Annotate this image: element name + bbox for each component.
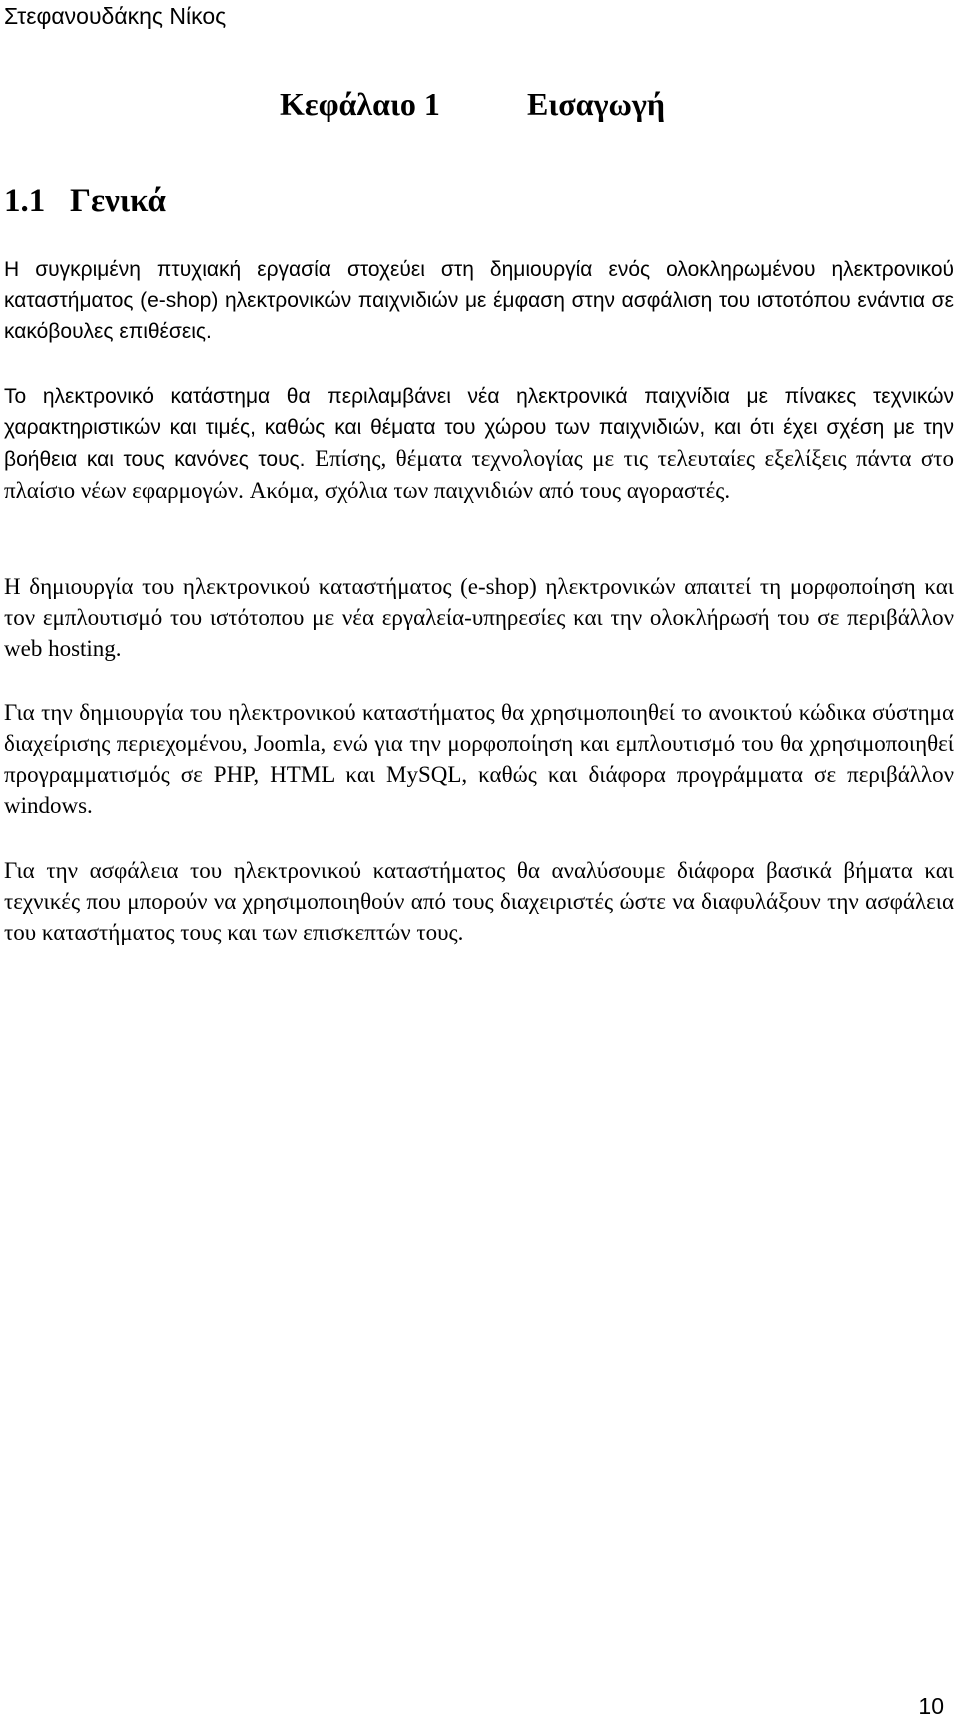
paragraph-store-contents-part3: Ακόμα, σχόλια των παιχνιδιών από τους αγοραστές. [249,478,731,503]
paragraph-store-contents-part2: Επίσης, θέματα τεχνολογίας με τις τελευταίες εξελίξεις πάντα στο πλαίσιο νέων εφαρμογών. [4,446,954,503]
chapter-heading [280,84,665,124]
paragraph-security: Για την ασφάλεια του ηλεκτρονικού καταστήματος θα αναλύσουμε διάφορα βασικά βήματα και τεχνικές που μπορούν να χρησιμοποιηθούν από τους διαχειριστές ώστε να διαφυλάξουν την ασφάλεια του καταστήματος τους και των επισκεπτών τους. [4,858,954,945]
chapter-title: Εισαγωγή [527,86,666,122]
paragraph-technologies: Για την δημιουργία του ηλεκτρονικού καταστήματος θα χρησιμοποιηθεί το ανοικτού κώδικα σύστημα διαχείρισης περιεχομένου, Joomla, ενώ για την μορφοποίηση και εμπλουτισμό του θα χρησιμοποιηθεί προγραμματισμός σε PHP, HTML και MySQL, καθώς και διάφορα προγράμματα σε περιβάλλον windows. [4,700,954,818]
paragraph-store-contents-part1: Το ηλεκτρονικό κατάστημα θα περιλαμβάνει νέα ηλεκτρονικά παιχνίδια με πίνακες τεχνικών χαρακτηριστικών και τιμές, καθώς και θέματα του χώρου των παιχνιδιών, και ότι έχει σχέση με την βοήθεια και τους κανόνες τους. [4,385,954,471]
page-number: 10 [918,1693,944,1719]
section-number: 1.1 [4,183,46,219]
chapter-number: Κεφάλαιο 1 [280,86,440,122]
section-heading [4,181,166,221]
paragraph-store-contents [4,381,954,507]
running-header-author: Στεφανουδάκης Νίκος [4,3,227,29]
paragraph-intro: Η συγκριμένη πτυχιακή εργασία στοχεύει στη δημιουργία ενός ολοκληρωμένου ηλεκτρονικού καταστήματος (e-shop) ηλεκτρονικών παιχνιδιών με έμφαση στην ασφάλιση του ιστοτόπου ενάντια σε κακόβουλες επιθέσεις. [4,258,954,343]
paragraph-eshop-creation: Η δημιουργία του ηλεκτρονικού καταστήματος (e-shop) ηλεκτρονικών απαιτεί τη μορφοποίηση και τον εμπλουτισμό του ιστότοπου με νέα εργαλεία-υπηρεσίες και την ολοκλήρωσή του σε περιβάλλον web hosting. [4,574,954,661]
section-title: Γενικά [70,183,166,219]
